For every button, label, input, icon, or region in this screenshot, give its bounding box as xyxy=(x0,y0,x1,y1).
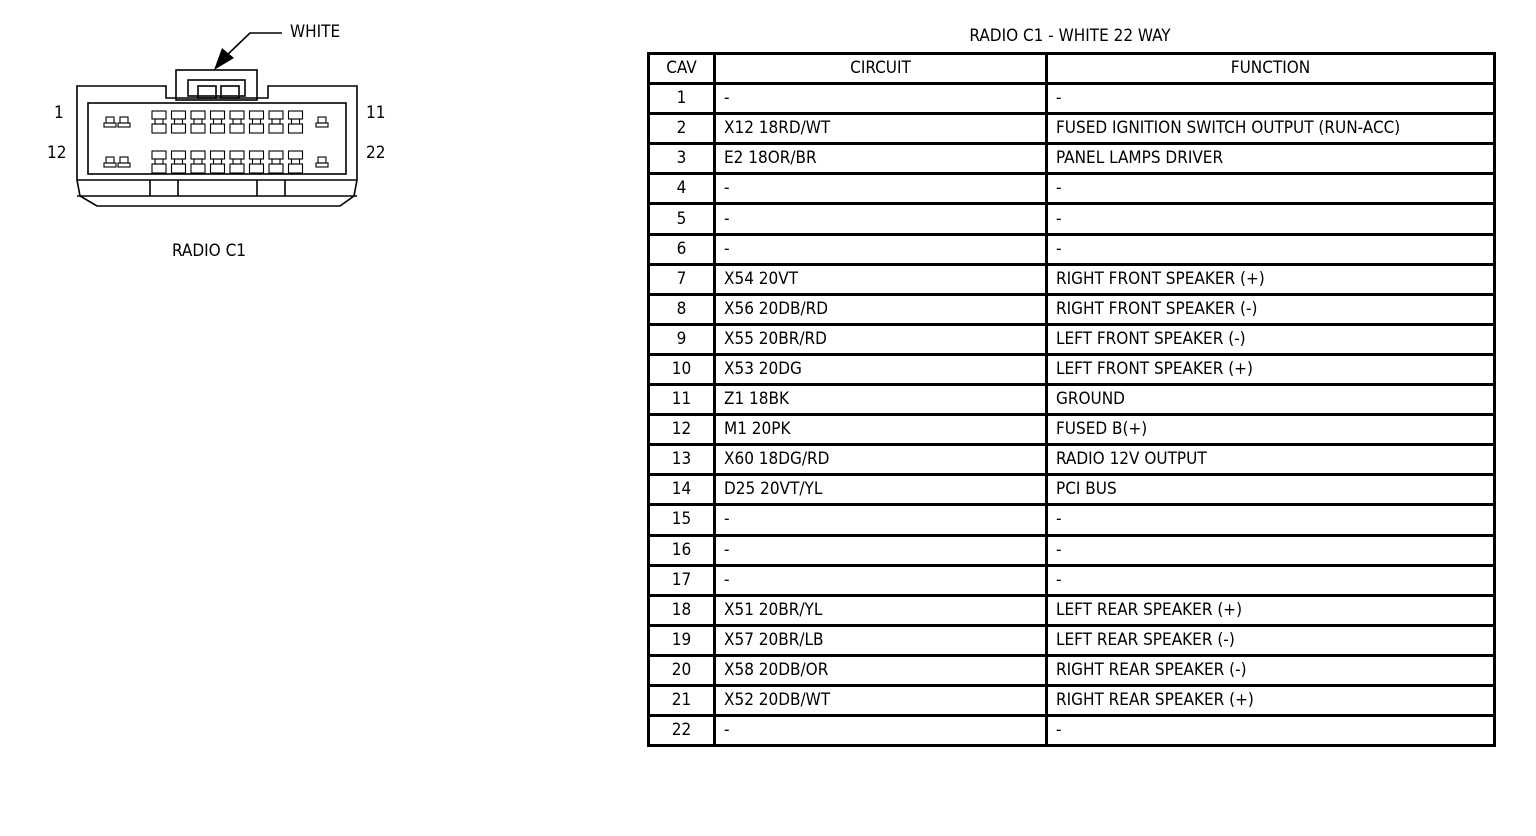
cavity xyxy=(250,151,264,159)
cavity-small xyxy=(120,157,128,163)
cavity xyxy=(211,111,225,119)
circuit-cell: X54 20VT xyxy=(715,264,1047,294)
function-cell: - xyxy=(1047,204,1495,234)
circuit-cell: X57 20BR/LB xyxy=(715,625,1047,655)
table-row xyxy=(649,445,1495,475)
circuit-cell: Z1 18BK xyxy=(715,385,1047,415)
circuit-cell: X53 20DG xyxy=(715,354,1047,384)
cav-cell: 2 xyxy=(649,114,715,144)
function-cell: LEFT FRONT SPEAKER (-) xyxy=(1047,324,1495,354)
circuit-cell: - xyxy=(715,204,1047,234)
function-cell: RIGHT FRONT SPEAKER (-) xyxy=(1047,294,1495,324)
cav-cell: 9 xyxy=(649,324,715,354)
cavity xyxy=(269,111,283,119)
circuit-cell: M1 20PK xyxy=(715,415,1047,445)
function-cell: LEFT REAR SPEAKER (+) xyxy=(1047,595,1495,625)
cavity xyxy=(172,151,186,159)
table-header-row xyxy=(649,54,1495,84)
cav-cell: 13 xyxy=(649,445,715,475)
cav-cell: 17 xyxy=(649,565,715,595)
table-row xyxy=(649,475,1495,505)
function-cell: - xyxy=(1047,84,1495,114)
table-row xyxy=(649,535,1495,565)
cavity xyxy=(250,111,264,119)
function-cell: - xyxy=(1047,565,1495,595)
pin-label-11: 11 xyxy=(366,103,386,123)
cavity xyxy=(152,151,166,159)
function-cell: RIGHT FRONT SPEAKER (+) xyxy=(1047,264,1495,294)
cav-cell: 7 xyxy=(649,264,715,294)
connector-diagram xyxy=(0,0,520,280)
cavity xyxy=(172,111,186,119)
circuit-cell: - xyxy=(715,234,1047,264)
pinout-table xyxy=(647,52,1496,747)
table-row xyxy=(649,685,1495,715)
circuit-cell: X55 20BR/RD xyxy=(715,324,1047,354)
connector-drawing xyxy=(0,0,520,280)
circuit-cell: - xyxy=(715,565,1047,595)
table-row xyxy=(649,505,1495,535)
function-cell: - xyxy=(1047,234,1495,264)
cavity-small xyxy=(120,117,128,123)
function-cell: RIGHT REAR SPEAKER (+) xyxy=(1047,685,1495,715)
header-circuit: CIRCUIT xyxy=(715,54,1047,84)
circuit-cell: E2 18OR/BR xyxy=(715,144,1047,174)
cavity xyxy=(191,151,205,159)
table-row xyxy=(649,204,1495,234)
circuit-cell: X58 20DB/OR xyxy=(715,655,1047,685)
function-cell: LEFT FRONT SPEAKER (+) xyxy=(1047,354,1495,384)
table-row xyxy=(649,114,1495,144)
cavity-array xyxy=(104,111,328,173)
table-row xyxy=(649,385,1495,415)
function-cell: PANEL LAMPS DRIVER xyxy=(1047,144,1495,174)
cavity-small xyxy=(106,157,114,163)
cav-cell: 8 xyxy=(649,294,715,324)
cavity xyxy=(289,151,303,159)
table-row xyxy=(649,565,1495,595)
cavity xyxy=(211,151,225,159)
table-row xyxy=(649,84,1495,114)
function-cell: - xyxy=(1047,505,1495,535)
cav-cell: 3 xyxy=(649,144,715,174)
cav-cell: 21 xyxy=(649,685,715,715)
function-cell: RADIO 12V OUTPUT xyxy=(1047,445,1495,475)
table-row xyxy=(649,595,1495,625)
table-row xyxy=(649,625,1495,655)
cav-cell: 4 xyxy=(649,174,715,204)
circuit-cell: - xyxy=(715,505,1047,535)
pin-label-12: 12 xyxy=(47,143,67,163)
cavity-small xyxy=(318,157,326,163)
cavity-small xyxy=(106,117,114,123)
function-cell: RIGHT REAR SPEAKER (-) xyxy=(1047,655,1495,685)
cavity xyxy=(269,151,283,159)
table-row xyxy=(649,415,1495,445)
cavity xyxy=(191,111,205,119)
circuit-cell: X60 18DG/RD xyxy=(715,445,1047,475)
circuit-cell: X56 20DB/RD xyxy=(715,294,1047,324)
cavity xyxy=(230,111,244,119)
cav-cell: 16 xyxy=(649,535,715,565)
table-row xyxy=(649,144,1495,174)
cav-cell: 5 xyxy=(649,204,715,234)
header-cav: CAV xyxy=(649,54,715,84)
table-row xyxy=(649,174,1495,204)
table-row xyxy=(649,354,1495,384)
color-leader-line xyxy=(226,33,282,56)
cav-cell: 15 xyxy=(649,505,715,535)
cavity xyxy=(289,111,303,119)
circuit-cell: X12 18RD/WT xyxy=(715,114,1047,144)
function-cell: LEFT REAR SPEAKER (-) xyxy=(1047,625,1495,655)
table-row xyxy=(649,264,1495,294)
circuit-cell: D25 20VT/YL xyxy=(715,475,1047,505)
table-title: RADIO C1 - WHITE 22 WAY xyxy=(969,26,1171,46)
cavity xyxy=(230,151,244,159)
cavity xyxy=(152,111,166,119)
table-row xyxy=(649,655,1495,685)
cav-cell: 6 xyxy=(649,234,715,264)
table-row xyxy=(649,324,1495,354)
cav-cell: 11 xyxy=(649,385,715,415)
table-row xyxy=(649,716,1495,746)
pinout-table-section xyxy=(647,24,1493,747)
cav-cell: 12 xyxy=(649,415,715,445)
connector-color-label: WHITE xyxy=(290,22,341,42)
cav-cell: 10 xyxy=(649,354,715,384)
function-cell: FUSED B(+) xyxy=(1047,415,1495,445)
cav-cell: 20 xyxy=(649,655,715,685)
circuit-cell: - xyxy=(715,174,1047,204)
function-cell: - xyxy=(1047,535,1495,565)
table-row xyxy=(649,234,1495,264)
circuit-cell: X51 20BR/YL xyxy=(715,595,1047,625)
circuit-cell: - xyxy=(715,535,1047,565)
circuit-cell: - xyxy=(715,84,1047,114)
cav-cell: 18 xyxy=(649,595,715,625)
function-cell: - xyxy=(1047,174,1495,204)
connector-name: RADIO C1 xyxy=(172,241,246,261)
function-cell: GROUND xyxy=(1047,385,1495,415)
cav-cell: 19 xyxy=(649,625,715,655)
function-cell: PCI BUS xyxy=(1047,475,1495,505)
header-function: FUNCTION xyxy=(1047,54,1495,84)
cav-cell: 22 xyxy=(649,716,715,746)
cavity-small xyxy=(318,117,326,123)
pin-label-22: 22 xyxy=(366,143,386,163)
pin-label-1: 1 xyxy=(54,103,64,123)
function-cell: - xyxy=(1047,716,1495,746)
cav-cell: 1 xyxy=(649,84,715,114)
table-row xyxy=(649,294,1495,324)
function-cell: FUSED IGNITION SWITCH OUTPUT (RUN-ACC) xyxy=(1047,114,1495,144)
circuit-cell: - xyxy=(715,716,1047,746)
circuit-cell: X52 20DB/WT xyxy=(715,685,1047,715)
cav-cell: 14 xyxy=(649,475,715,505)
